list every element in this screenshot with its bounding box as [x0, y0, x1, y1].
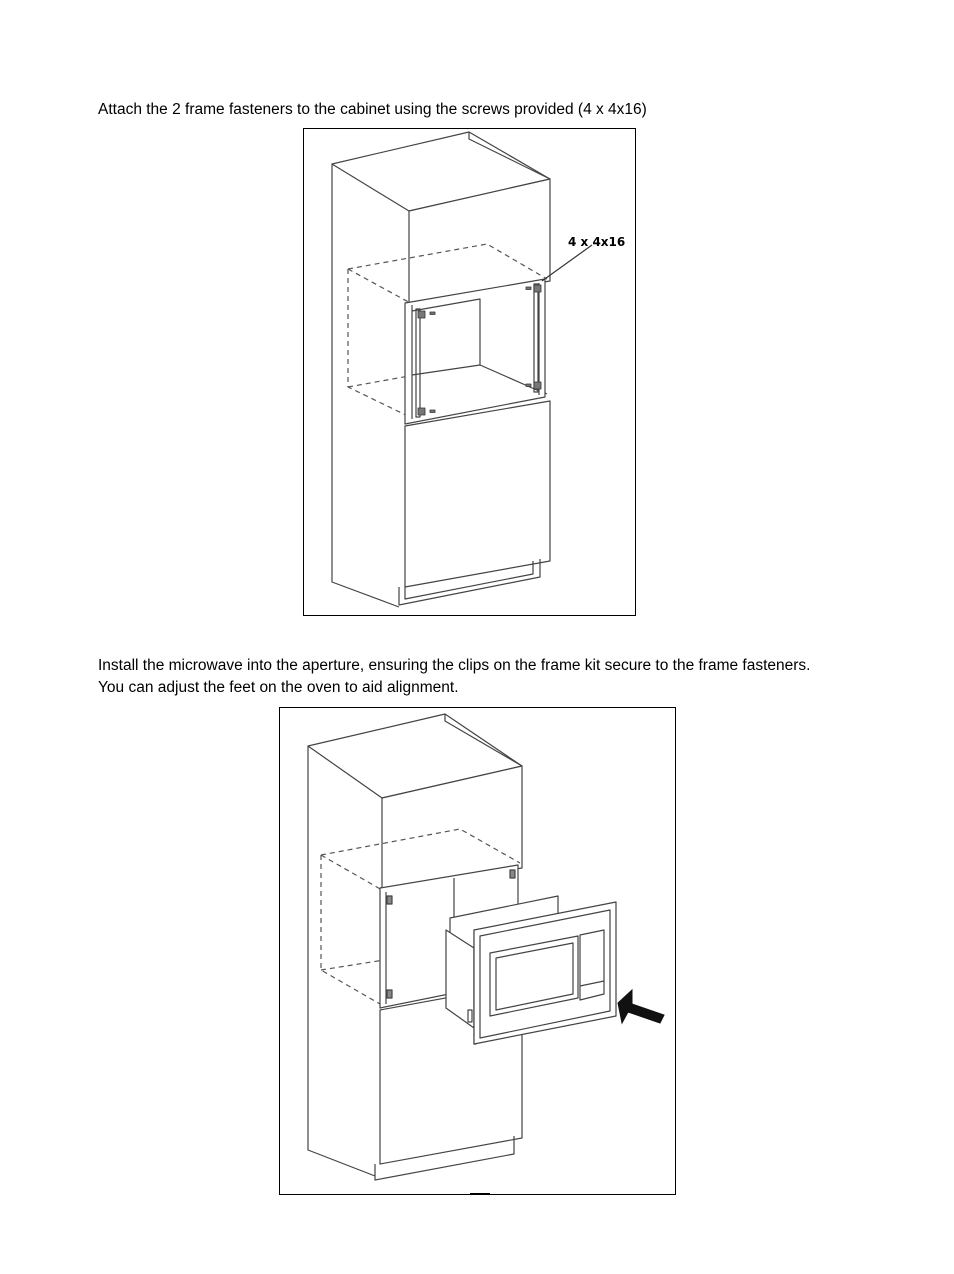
- step1-instruction: Attach the 2 frame fasteners to the cabinet using the screws provided (4 x 4x16): [98, 101, 647, 118]
- cabinet-fastener-illustration: [304, 129, 635, 615]
- microwave-install-illustration: [280, 708, 675, 1194]
- page-marker: [470, 1193, 490, 1195]
- step2-instruction: [98, 655, 811, 699]
- microwave-installation-diagram: [279, 707, 676, 1195]
- screw-callout-label: 4 x 4x16: [568, 235, 626, 249]
- step2-line2: You can adjust the feet on the oven to aid alignment.: [98, 679, 459, 696]
- step2-line1: Install the microwave into the aperture, ensuring the clips on the frame kit secure to the frame fasteners.: [98, 657, 811, 674]
- cabinet-fastener-diagram: [303, 128, 636, 616]
